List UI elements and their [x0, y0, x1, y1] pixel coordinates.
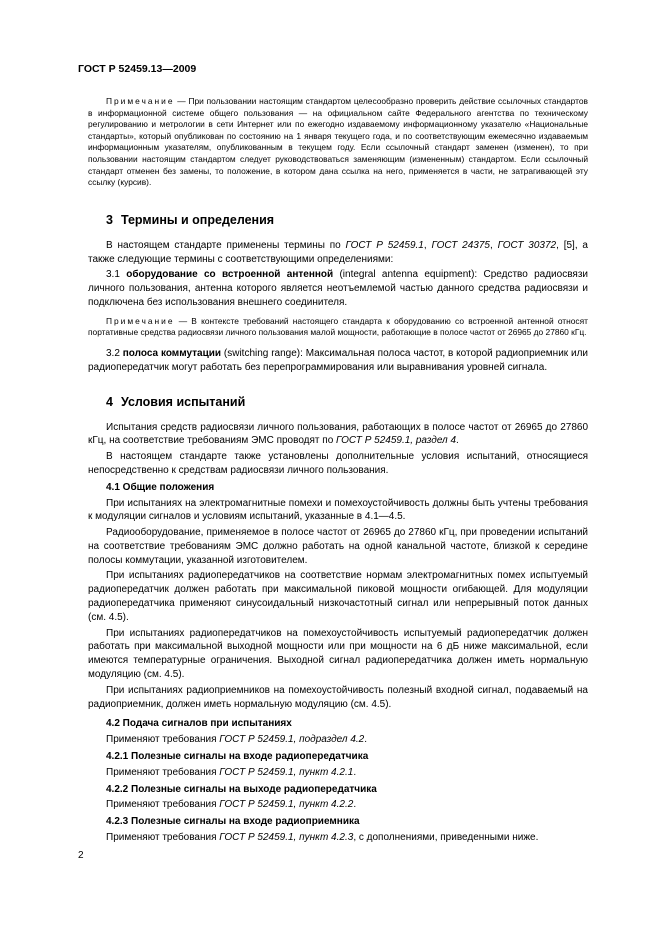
section-4-p1: Испытания средств радиосвязи личного пользования, работающих в полосе частот от 26965 до 27860 кГц, на соответствие требованиям ЭМС проводят по ГОСТ Р 52459.1, раздел 4. [88, 421, 588, 447]
note-label: Примечание [106, 96, 175, 106]
section-4-1-p3: При испытаниях радиопередатчиков на соответствие нормам электромагнитных помех испытуемый радиопередатчик должен работать при максимальной пиковой мощности огибающей. Для модуляции радиопередатчика применяют синусоидальный низкочастотный сигнал или непрерывный поток данных (см. 4.5). [88, 570, 588, 623]
subsection-4-2-text: Применяют требования ГОСТ Р 52459.1, подраздел 4.2. [106, 734, 367, 746]
document-header: ГОСТ Р 52459.13—2009 [78, 63, 197, 75]
subsection-4-2-1-text: Применяют требования ГОСТ Р 52459.1, пункт 4.2.1. [106, 766, 357, 778]
subsection-4-2-heading: 4.2 Подача сигналов при испытаниях [106, 718, 292, 730]
subsection-4-2-1-heading: 4.2.1 Полезные сигналы на входе радиопередатчика [106, 751, 369, 763]
subsection-4-1-heading: 4.1 Общие положения [106, 481, 215, 493]
section-4-1-p1: При испытаниях на электромагнитные помехи и помехоустойчивость должны быть учтены требования к модуляции сигналов и условиям испытаний, указанные в 4.1—4.5. [88, 497, 588, 523]
term-3-2: 3.2 полоса коммутации (switching range): Максимальная полоса частот, в которой радиоприемник или радиопередатчик могут работать без перепрограммирования или выравнивания уровней сигнала. [88, 347, 589, 373]
note-text: — При пользовании настоящим стандартом целесообразно проверить действие ссылочных стандартов в информационной системе общего пользования — на официальном сайте Федерального агентства по техническому регулированию и метрологии в сети Интернет или по ежегодно издаваемому информационному указателю «Национальные стандарты», который опубликован по состоянию на 1 января текущего года, и по соответствующим ежемесячно издаваемым информационным указателям, опубликованным в текущем году. Если ссылочный стандарт заменен (изменен), то при пользовании настоящим стандартом следует руководствоваться заменяющим (измененным) стандартом. Если ссылочный стандарт отменен без замены, то положение, в котором дана ссылка на него, применяется в части, не затрагивающей эту ссылку (курсив). [88, 96, 588, 188]
section-4-p2: В настоящем стандарте также установлены дополнительные условия испытаний, относящиеся непосредственно к средствам радиосвязи личного пользования. [88, 451, 588, 476]
page-number: 2 [78, 850, 84, 861]
section-4-1-p4: При испытаниях радиопередатчиков на помехоустойчивость испытуемый радиопередатчик должен работать при максимальной выходной мощности или при мощности на 6 дБ ниже максимальной, если имеются температурные ограничения. Выходной сигнал радиопередатчика должен иметь нормальную модуляцию (см. 4.5). [88, 627, 588, 681]
term-3-1: 3.1 оборудование со встроенной антенной (integral antenna equipment): Средство радиосвязи личного пользования, антенна которого является неотъемлемой частью данного средства радиосвязи и подключена без использования внешнего соединителя. [88, 269, 588, 308]
note-term-3-1: Примечание — В контексте требований настоящего стандарта к оборудованию со встроенной антенной относят портативные средства радиосвязи личного пользования малой мощности, работающие в полосе частот от 26965 до 27860 кГц. [88, 315, 588, 338]
section-4-1-p5: При испытаниях радиоприемников на помехоустойчивость полезный входной сигнал, подаваемый на радиоприемник, должен иметь нормальную модуляцию (см. 4.5). [88, 684, 588, 710]
section-3-intro: В настоящем стандарте применены термины по ГОСТ Р 52459.1, ГОСТ 24375, ГОСТ 30372, [5], а также следующие термины с соответствующими определениями: [88, 239, 588, 265]
section-4-heading: 4 Условия испытаний [106, 394, 246, 409]
section-3-heading: 3 Термины и определения [106, 212, 275, 227]
note-references [88, 96, 588, 189]
subsection-4-2-3-heading: 4.2.3 Полезные сигналы на входе радиоприемника [106, 816, 360, 828]
subsection-4-2-3-text: Применяют требования ГОСТ Р 52459.1, пункт 4.2.3, с дополнениями, приведенными ниже. [106, 832, 539, 844]
subsection-4-2-2-heading: 4.2.2 Полезные сигналы на выходе радиопередатчика [106, 783, 377, 795]
section-4-1-p2: Радиооборудование, применяемое в полосе частот от 26965 до 27860 кГц, при проведении испытаний на соответствие требованиям ЭМС должно работать на одной канальной частоте, близкой к середине полосы коммутации, указанной изготовителем. [88, 527, 588, 566]
subsection-4-2-2-text: Применяют требования ГОСТ Р 52459.1, пункт 4.2.2. [106, 799, 357, 811]
document-body [88, 96, 588, 845]
